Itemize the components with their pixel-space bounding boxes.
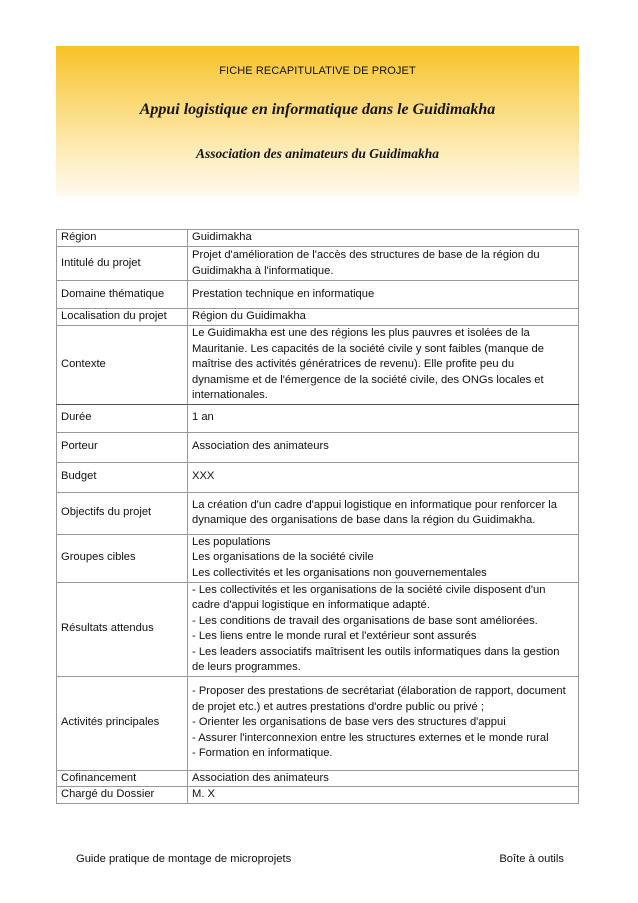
row-value: Prestation technique en informatique [188, 281, 579, 309]
row-value: Guidimakha [188, 230, 579, 247]
footer-guide-title: Guide pratique de montage de microprojets [76, 853, 292, 865]
table-row [57, 770, 579, 787]
row-label: Porteur [57, 432, 188, 462]
row-label: Résultats attendus [57, 582, 188, 676]
row-label: Région [57, 230, 188, 247]
table-row [57, 230, 579, 247]
organization-name: Association des animateurs du Guidimakha [195, 146, 440, 161]
row-value: Projet d'amélioration de l'accès des structures de base de la région du Guidimakha à l'informatique. [188, 247, 579, 281]
target-group-line: Les collectivités et les organisations non gouvernementales [192, 566, 487, 579]
title-banner [56, 46, 579, 196]
row-label: Activités principales [57, 676, 188, 770]
table-row [57, 462, 579, 492]
activity-line: - Assurer l'interconnexion entre les structures externes et le monde rural [192, 731, 549, 744]
table-row [57, 404, 579, 432]
row-label: Domaine thématique [57, 281, 188, 309]
table-row [57, 309, 579, 326]
row-label: Budget [57, 462, 188, 492]
row-value: Le Guidimakha est une des régions les plus pauvres et isolées de la Mauritanie. Les capacités de la société civile y sont faibles (manque de maîtrise des activités génératrices de revenu). Elle profite peu du dynamisme et de l'émergence de la société civile, des ONGs locales et internationales. [188, 326, 579, 405]
table-row [57, 492, 579, 534]
row-label: Groupes cibles [57, 534, 188, 582]
row-value: 1 an [188, 404, 579, 432]
row-value [188, 676, 579, 770]
row-value: Association des animateurs [188, 432, 579, 462]
document-heading: FICHE RECAPITULATIVE DE PROJET [219, 65, 416, 77]
target-group-line: Les populations [192, 535, 271, 548]
row-label: Durée [57, 404, 188, 432]
row-label: Chargé du Dossier [57, 787, 188, 804]
table-row [57, 676, 579, 770]
row-value: M. X [188, 787, 579, 804]
activity-line: - Orienter les organisations de base vers des structures d'appui [192, 716, 506, 729]
project-title: Appui logistique en informatique dans le Guidimakha [139, 101, 496, 118]
row-label: Cofinancement [57, 770, 188, 787]
table-row [57, 326, 579, 405]
project-summary-table [56, 229, 579, 804]
expected-result-line: - Les conditions de travail des organisations de base sont améliorées. [192, 614, 538, 627]
table-row [57, 432, 579, 462]
row-label: Localisation du projet [57, 309, 188, 326]
row-value: Association des animateurs [188, 770, 579, 787]
table-row [57, 787, 579, 804]
target-group-line: Les organisations de la société civile [192, 551, 374, 564]
row-value [188, 534, 579, 582]
table-row [57, 281, 579, 309]
table-row [57, 534, 579, 582]
row-label: Intitulé du projet [57, 247, 188, 281]
row-value [188, 582, 579, 676]
activity-line: - Formation en informatique. [192, 747, 333, 760]
expected-result-line: - Les leaders associatifs maîtrisent les outils informatiques dans la gestion de leurs programmes. [192, 645, 560, 673]
row-label: Contexte [57, 326, 188, 405]
table-row [57, 247, 579, 281]
row-value: XXX [188, 462, 579, 492]
activity-line: - Proposer des prestations de secrétariat (élaboration de rapport, document de projet etc.) et autres prestations d'ordre public ou privé ; [192, 685, 566, 713]
row-value: Région du Guidimakha [188, 309, 579, 326]
table-row [57, 582, 579, 676]
row-label: Objectifs du projet [57, 492, 188, 534]
footer-section-name: Boîte à outils [499, 853, 564, 865]
expected-result-line: - Les collectivités et les organisations de la société civile disposent d'un cadre d'appui logistique en informatique adapté. [192, 583, 546, 611]
row-value: La création d'un cadre d'appui logistique en informatique pour renforcer la dynamique des organisations de base dans la région du Guidimakha. [188, 492, 579, 534]
expected-result-line: - Les liens entre le monde rural et l'extérieur sont assurés [192, 630, 477, 642]
